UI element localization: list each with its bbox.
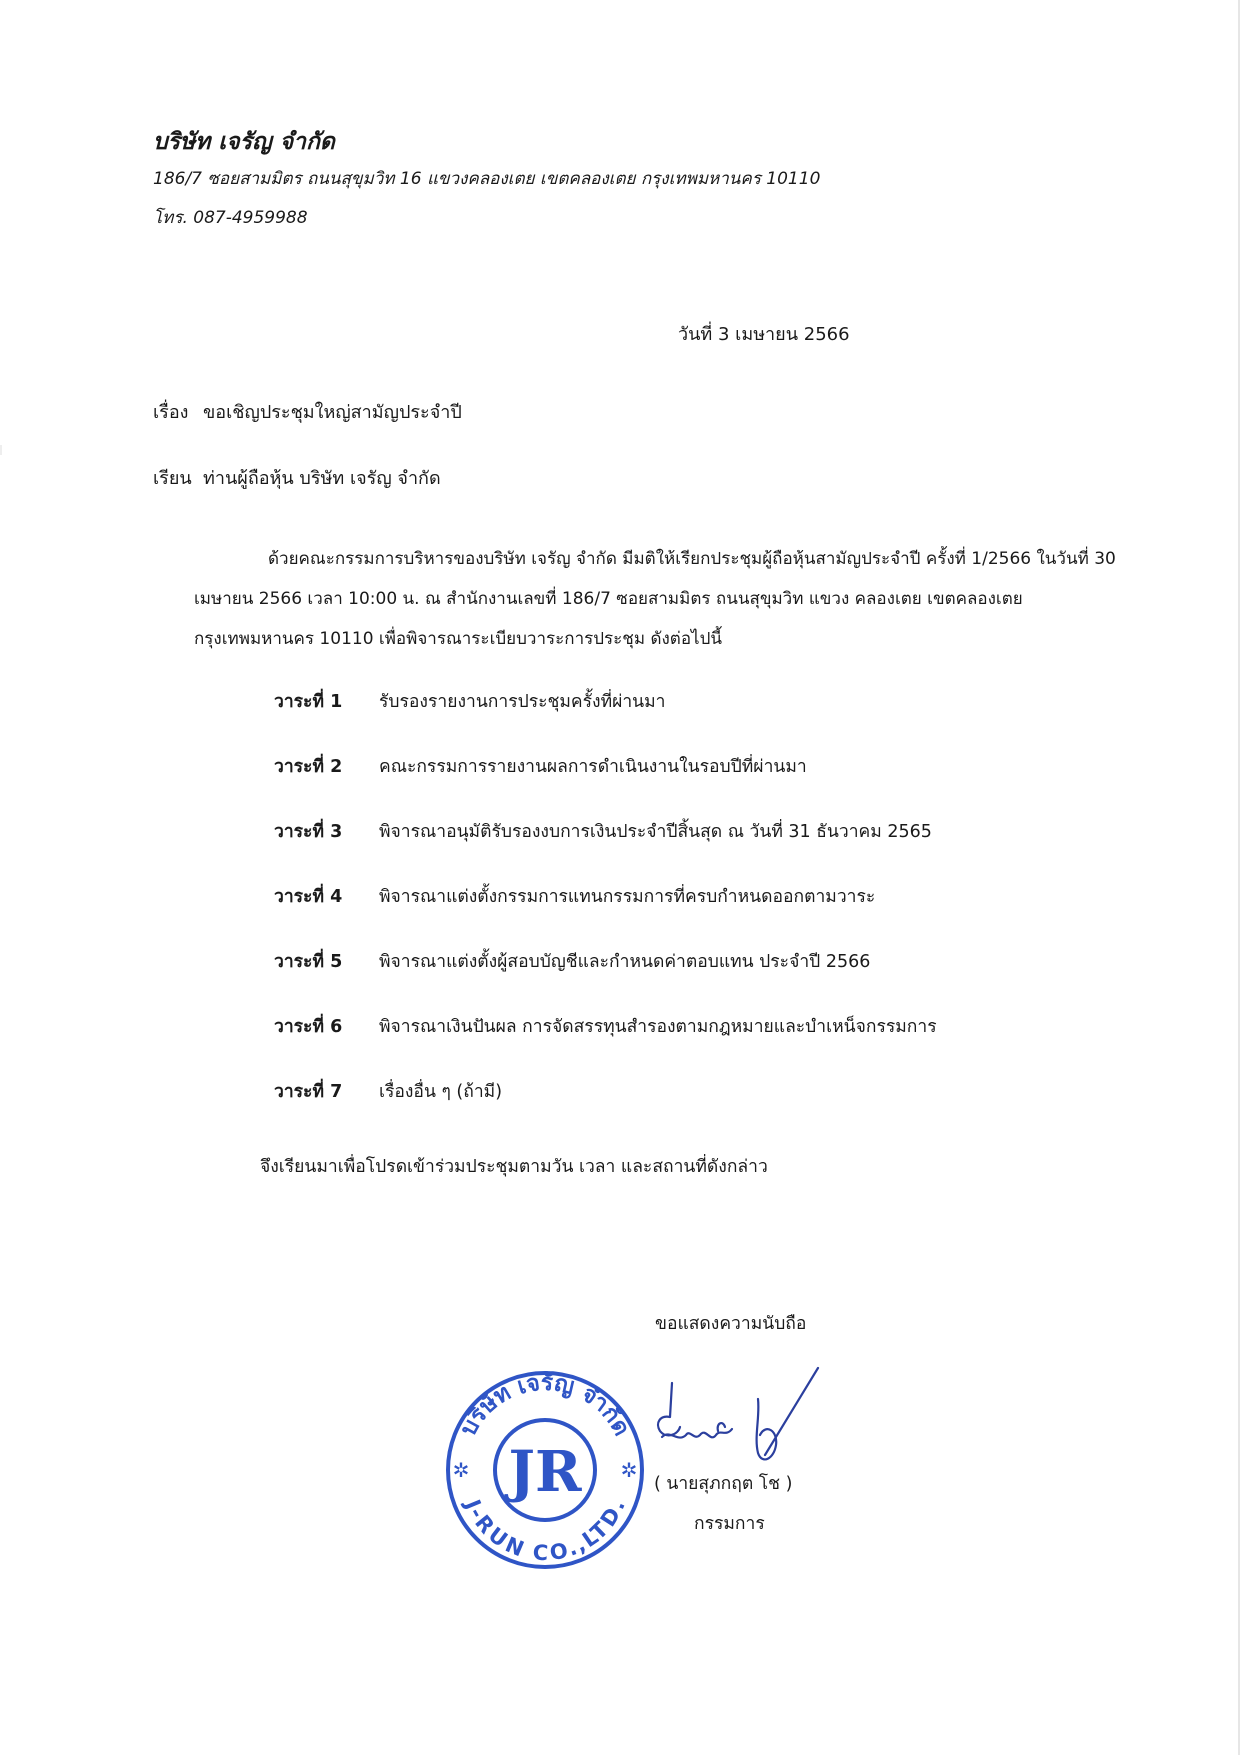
signer-name: ( นายสุภกฤต โช ) [654,1474,793,1494]
agenda-item [274,685,937,750]
agenda-number: วาระที่ 5 [274,952,343,972]
company-phone: โทร. 087-4959988 [153,208,308,228]
recipient-text: ท่านผู้ถือหุ้น บริษัท เจรัญ จำกัด [203,468,441,489]
signature-strokes [658,1368,818,1459]
agenda-number: วาระที่ 3 [274,822,343,842]
closing-line: จึงเรียนมาเพื่อโปรดเข้าร่วมประชุมตามวัน เวลา และสถานที่ดังกล่าว [260,1157,768,1177]
letter-date: วันที่ 3 เมษายน 2566 [678,324,850,345]
recipient-label: เรียน [153,468,192,489]
agenda-item [274,1010,937,1075]
company-name: บริษัท เจรัญ จำกัด [153,129,335,155]
signature-stroke [662,1429,732,1438]
company-stamp [425,1365,665,1575]
agenda-number: วาระที่ 4 [274,887,343,907]
handwritten-signature [640,1365,840,1475]
signature-stroke [765,1368,818,1455]
signature-stroke [658,1383,680,1435]
subject-line [153,397,462,426]
signer-title: กรรมการ [694,1514,765,1534]
agenda-text: พิจารณาอนุมัติรับรองงบการเงินประจำปีสิ้นสุด ณ วันที่ 31 ธันวาคม 2565 [379,822,932,842]
subject-label: เรื่อง [153,402,189,423]
scan-edge-shadow [1238,0,1240,1755]
agenda-text: พิจารณาแต่งตั้งผู้สอบบัญชีและกำหนดค่าตอบแทน ประจำปี 2566 [379,952,871,972]
agenda-text: เรื่องอื่น ๆ (ถ้ามี) [379,1082,503,1102]
stamp-monogram: JR [508,1439,582,1505]
agenda-number: วาระที่ 7 [274,1082,343,1102]
agenda-list [274,685,937,1140]
company-address: 186/7 ซอยสามมิตร ถนนสุขุมวิท 16 แขวงคลองเตย เขตคลองเตย กรุงเทพมหานคร 10110 [153,169,821,189]
agenda-item [274,880,937,945]
body-paragraph [194,539,1134,659]
agenda-item [274,750,937,815]
agenda-text: รับรองรายงานการประชุมครั้งที่ผ่านมา [379,692,666,712]
agenda-item [274,815,937,880]
recipient-line [153,463,441,492]
body-paragraph-text: ด้วยคณะกรรมการบริหารของบริษัท เจรัญ จำกัด มีมติให้เรียกประชุมผู้ถือหุ้นสามัญประจำปี ครั้งที่ 1/2566 ในวันที่ 30 เมษายน 2566 เวลา 10:00 น. ณ สำนักงานเลขที่ 186/7 ซอยสามมิตร ถนนสุขุมวิท แขวง คลองเตย เขตคลองเตย กรุงเทพมหานคร 10110 เพื่อพิจารณาระเบียบวาระการประชุม ดังต่อไปนี้ [194,549,1116,649]
star-icon: ✲ [452,1458,470,1482]
signature-stroke [757,1399,777,1459]
stamp-english-text [459,1495,630,1566]
subject-text: ขอเชิญประชุมใหญ่สามัญประจำปี [203,402,462,423]
scan-margin-mark [0,445,2,455]
stamp-thai-text [455,1370,634,1440]
agenda-text: คณะกรรมการรายงานผลการดำเนินงานในรอบปีที่ผ่านมา [379,757,807,777]
stamp-thai-text-path: บริษัท เจรัญ จำกัด [455,1369,635,1441]
signature-stroke [718,1423,725,1431]
agenda-text: พิจารณาเงินปันผล การจัดสรรทุนสำรองตามกฎหมายและบำเหน็จกรรมการ [379,1017,937,1037]
agenda-item [274,945,937,1010]
agenda-number: วาระที่ 1 [274,692,343,712]
star-icon: ✲ [620,1458,638,1482]
closing-regards: ขอแสดงความนับถือ [655,1314,807,1334]
agenda-item [274,1075,937,1140]
agenda-number: วาระที่ 6 [274,1017,343,1037]
agenda-text: พิจารณาแต่งตั้งกรรมการแทนกรรมการที่ครบกำหนดออกตามวาระ [379,887,876,907]
stamp-english-text-path: J-RUN CO.,LTD. [460,1496,630,1566]
agenda-number: วาระที่ 2 [274,757,343,777]
